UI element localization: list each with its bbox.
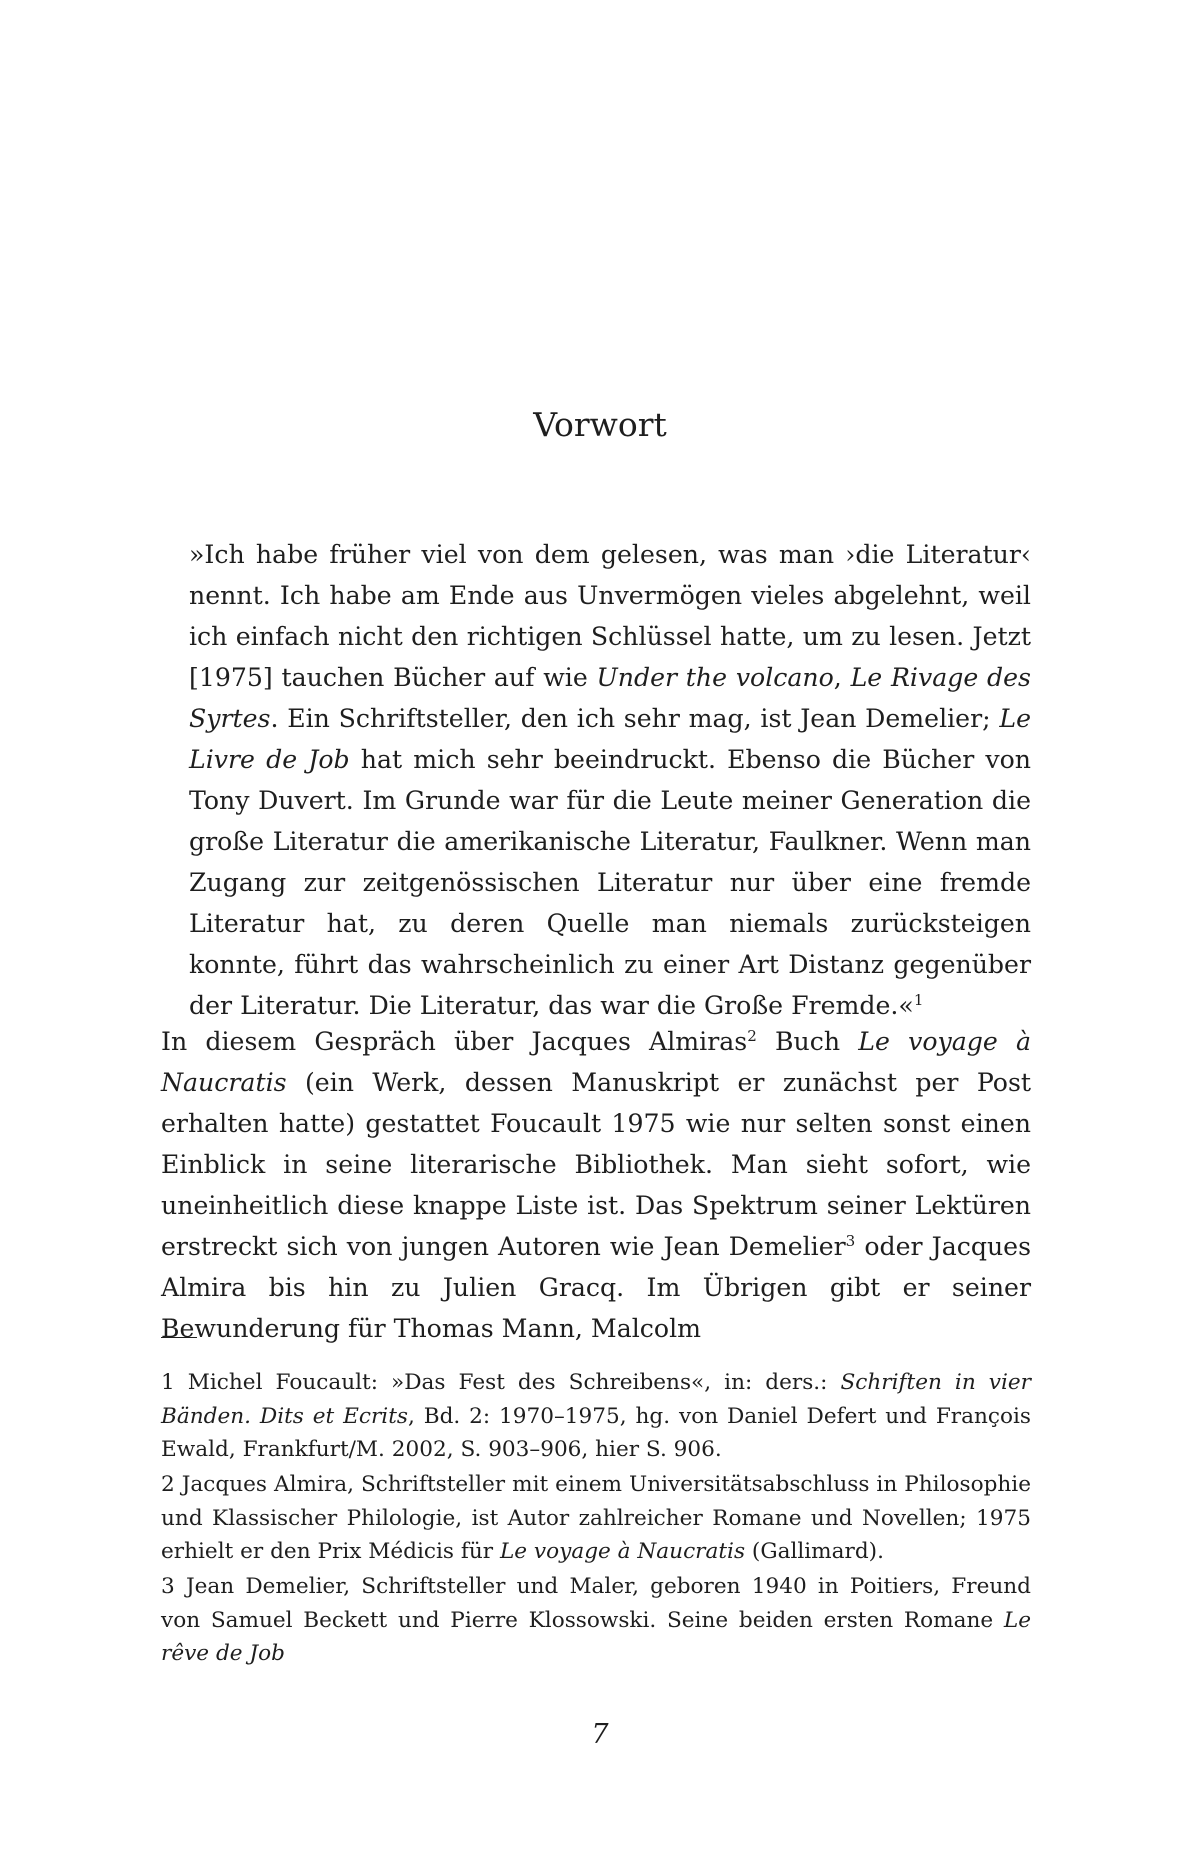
quote-text: »Ich habe früher viel von dem gelesen, was man ›die Literatur‹ nennt. Ich habe am Ende aus Unvermögen vieles abgelehnt, weil ich einfach nicht den richtigen Schlüssel hatte, um zu lesen. Jetzt [1975] tauchen Bücher auf wie [189,540,1031,692]
quote-title-le-rivage-des-syrtes: Le Rivage des Syrtes [189,663,1031,733]
footnote-text: Jacques Almira, Schriftsteller mit einem Universitätsabschluss in Philosophie und Klassischer Philologie, ist Autor zahlreicher Romane und Novellen; 1975 erhielt er den Prix Médicis für [161,1472,1031,1564]
footnote-text: Michel Foucault: »Das Fest des Schreibens«, in: ders.: [174,1370,841,1395]
quote-text: hat mich sehr beeindruckt. Ebenso die Bücher von Tony Duvert. Im Grunde war für die Leute meiner Generation die große Literatur die amerikanische Literatur, Faulkner. Wenn man Zugang zur zeitgenössischen Literatur nur über eine fremde Literatur hat, zu deren Quelle man niemals zurücksteigen konnte, führt das wahrscheinlich zu einer Art Distanz gegenüber der Literatur. Die Literatur, das war die Große Fremde.« [189,745,1031,1020]
footnote-divider [161,1337,197,1338]
footnote-ref-1: 1 [913,990,924,1009]
footnote-1 [161,1366,1031,1467]
footnote-number: 2 [161,1472,175,1497]
footnote-ref-3: 3 [845,1231,856,1250]
body-paragraph [161,1021,1031,1349]
footnotes [161,1366,1031,1672]
footnote-text: , Bd. 2: 1970–1975, hg. von Daniel Defert und François Ewald, Frankfurt/M. 2002, S. 903–906, hier S. 906. [161,1403,1031,1462]
quote-text: . Ein Schriftsteller, den ich sehr mag, ist Jean Demelier; [270,704,1000,733]
footnote-number: 1 [161,1370,175,1395]
footnote-ref-2: 2 [747,1026,757,1045]
quote-text: , [833,663,851,692]
footnote-title: Le rêve de Job [161,1607,1031,1666]
footnote-title: Schriften in vier Bänden. Dits et Ecrits [161,1370,1031,1429]
chapter-title: Vorwort [533,405,667,444]
footnote-title: Le voyage à Naucratis [499,1539,746,1564]
body-text: In diesem Gespräch über Jacques Almiras [161,1027,748,1056]
body-text: Buch [756,1027,859,1056]
footnote-3 [161,1570,1031,1671]
footnote-2 [161,1468,1031,1569]
quote-title-le-livre-de-job: Le Livre de Job [189,704,1031,774]
quote-title-under-the-volcano: Under the volcano [596,663,834,692]
block-quote [189,534,1031,1026]
footnote-number: 3 [161,1574,175,1599]
body-title-le-voyage-a-naucratis: Le voyage à Naucratis [161,1027,1031,1097]
footnote-text: Jean Demelier, Schriftsteller und Maler, geboren 1940 in Poitiers, Freund von Samuel Beckett und Pierre Klossowski. Seine beiden ersten Romane [161,1574,1031,1633]
page-number: 7 [591,1719,609,1750]
body-text: oder Jacques Almira bis hin zu Julien Gracq. Im Übrigen gibt er seiner Bewunderung für Thomas Mann, Malcolm [161,1232,1031,1343]
footnote-text: (Gallimard). [745,1539,884,1564]
body-text: (ein Werk, dessen Manuskript er zunächst per Post erhalten hatte) gestattet Foucault 1975 wie nur selten sonst einen Einblick in seine literarische Bibliothek. Man sieht sofort, wie uneinheitlich diese knappe Liste ist. Das Spektrum seiner Lektüren erstreckt sich von jungen Autoren wie Jean Demelier [161,1068,1031,1261]
